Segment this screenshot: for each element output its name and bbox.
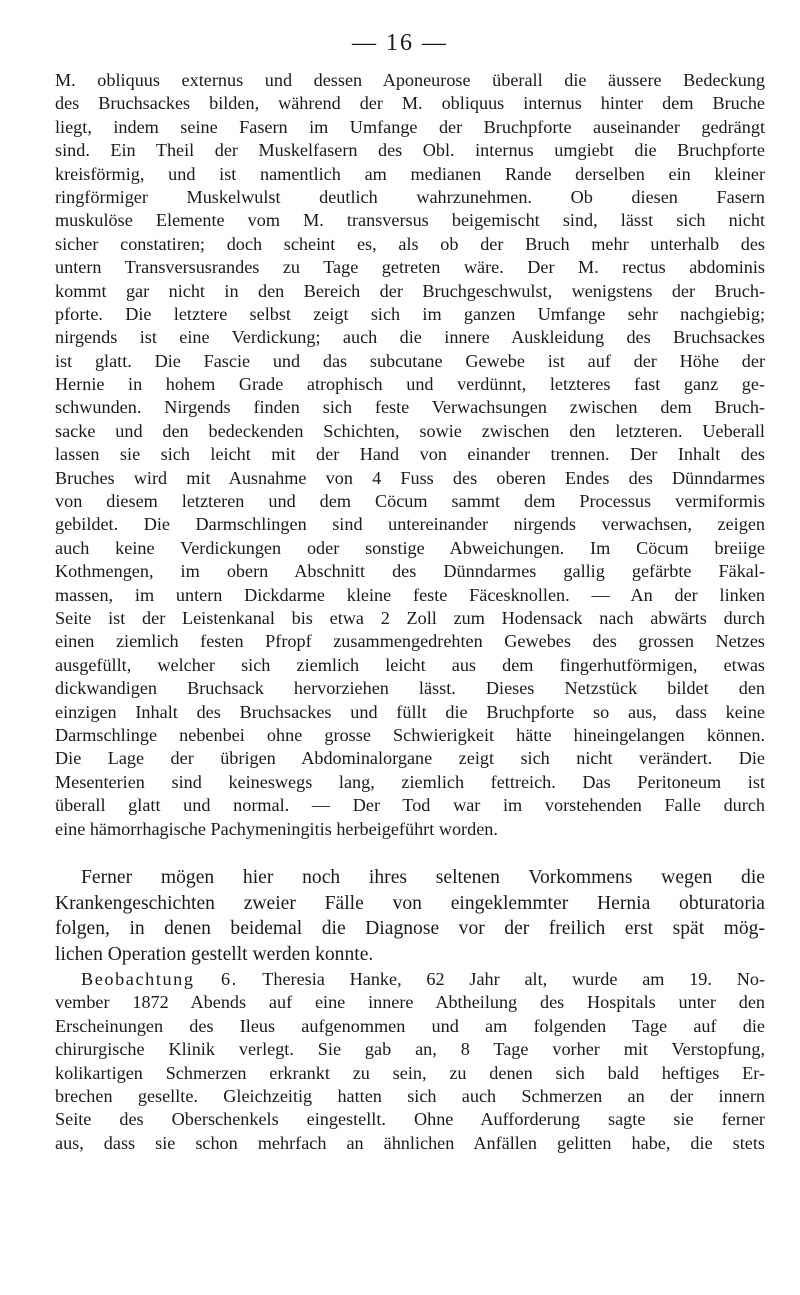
- text-line: des Bruchsackes bilden, während der M. obliquus internus hinter dem Bruche: [55, 93, 765, 114]
- text-line: nirgends ist eine Verdickung; auch die innere Auskleidung des Bruchsackes: [55, 327, 765, 348]
- text-line: ringförmiger Muskelwulst deutlich wahrzunehmen. Ob diesen Fasern: [55, 186, 765, 207]
- text-line: schwunden. Nirgends finden sich feste Verwachsungen zwischen dem Bruch-: [55, 397, 765, 418]
- text-line: vember 1872 Abends auf eine innere Abtheilung des Hospitals unter den: [55, 992, 765, 1013]
- text-line: eine hämorrhagische Pachymeningitis herbeigeführt worden.: [55, 818, 498, 839]
- text-line: sind. Ein Theil der Muskelfasern des Obl. internus umgiebt die Bruchpforte: [55, 140, 765, 161]
- text-line: ist glatt. Die Fascie und das subcutane Gewebe ist auf der Höhe der: [55, 350, 765, 371]
- text-line: [55, 968, 765, 991]
- text-line: kreisförmig, und ist namentlich am medianen Rande derselben ein kleiner: [55, 163, 765, 184]
- text-line: Seite ist der Leistenkanal bis etwa 2 Zoll zum Hodensack nach abwärts durch: [55, 607, 765, 628]
- text-line: Kothmengen, im obern Abschnitt des Dünndarmes gallig gefärbte Fäkal-: [55, 561, 765, 582]
- text-line: Bruches wird mit Ausnahme von 4 Fuss des oberen Endes des Dünndarmes: [55, 467, 765, 488]
- text-line: aus, dass sie schon mehrfach an ähnlichen Anfällen gelitten habe, die stets: [55, 1132, 765, 1153]
- text-line: Darmschlinge nebenbei ohne grosse Schwierigkeit hätte hineingelangen können.: [55, 724, 765, 745]
- text-line: Hernie in hohem Grade atrophisch und verdünnt, letzteres fast ganz ge-: [55, 374, 765, 395]
- text-line: ausgefüllt, welcher sich ziemlich leicht aus dem fingerhutförmigen, etwas: [55, 654, 765, 675]
- text-line: auch keine Verdickungen oder sonstige Abweichungen. Im Cöcum breiige: [55, 537, 765, 558]
- text-line: kolikartigen Schmerzen erkrankt zu sein, zu denen sich bald heftiges Er-: [55, 1062, 765, 1083]
- text-line: Krankengeschichten zweier Fälle von eingeklemmter Hernia obturatoria: [55, 892, 765, 914]
- text-line: Mesenterien sind keineswegs lang, ziemlich fettreich. Das Peritoneum ist: [55, 771, 765, 792]
- text-line: einzigen Inhalt des Bruchsackes und füllt die Bruchpforte so aus, dass keine: [55, 701, 765, 722]
- text-line: gebildet. Die Darmschlingen sind untereinander nirgends verwachsen, zeigen: [55, 514, 765, 535]
- text-line: pforte. Die letztere selbst zeigt sich im ganzen Umfange sehr nachgiebig;: [55, 303, 765, 324]
- observation-first-line: Theresia Hanke, 62 Jahr alt, wurde am 19. No-: [237, 969, 765, 989]
- text-line: Seite des Oberschenkels eingestellt. Ohne Aufforderung sagte sie ferner: [55, 1109, 765, 1130]
- text-line: sicher constatiren; doch scheint es, als ob der Bruch mehr unterhalb des: [55, 233, 765, 254]
- paragraph-observation-6: [55, 968, 765, 1155]
- text-line: sacke und den bedeckenden Schichten, sowie zwischen den letzteren. Ueberall: [55, 420, 765, 441]
- text-line: Die Lage der übrigen Abdominalorgane zeigt sich nicht verändert. Die: [55, 748, 765, 769]
- text-line: muskulöse Elemente vom M. transversus beigemischt sind, lässt sich nicht: [55, 210, 765, 231]
- text-line: brechen gesellte. Gleichzeitig hatten sich auch Schmerzen an der innern: [55, 1085, 765, 1106]
- paragraph-autopsy-findings: [55, 69, 765, 841]
- text-line: untern Transversusrandes zu Tage getreten wäre. Der M. rectus abdominis: [55, 257, 765, 278]
- text-line: überall glatt und normal. — Der Tod war im vorstehenden Falle durch: [55, 795, 765, 816]
- paragraph-introduction-obturatoria: [55, 865, 765, 967]
- text-line: lichen Operation gestellt werden konnte.: [55, 943, 374, 965]
- text-line: Erscheinungen des Ileus aufgenommen und am folgenden Tage auf die: [55, 1015, 765, 1036]
- observation-heading: Beobachtung 6.: [81, 969, 238, 989]
- text-line: M. obliquus externus und dessen Aponeurose überall die äussere Bedeckung: [55, 70, 765, 90]
- text-line: Ferner mögen hier noch ihres seltenen Vorkommens wegen die: [81, 867, 765, 888]
- text-line: chirurgische Klinik verlegt. Sie gab an, 8 Tage vorher mit Verstopfung,: [55, 1039, 765, 1060]
- text-line: folgen, in denen beidemal die Diagnose vor der freilich erst spät mög-: [55, 918, 765, 940]
- text-line: dickwandigen Bruchsack hervorziehen lässt. Dieses Netzstück bildet den: [55, 678, 765, 699]
- text-line: kommt gar nicht in den Bereich der Bruchgeschwulst, wenigstens der Bruch-: [55, 280, 765, 301]
- text-line: liegt, indem seine Fasern im Umfange der Bruchpforte auseinander gedrängt: [55, 116, 765, 137]
- text-line: von diesem letzteren und dem Cöcum sammt dem Processus vermiformis: [55, 491, 765, 512]
- page-number: — 16 —: [352, 30, 448, 56]
- text-line: massen, im untern Dickdarme kleine feste Fäcesknollen. — An der linken: [55, 584, 765, 605]
- text-line: einen ziemlich festen Pfropf zusammengedrehten Gewebes des grossen Netzes: [55, 631, 765, 652]
- text-line: lassen sie sich leicht mit der Hand von einander trennen. Der Inhalt des: [55, 444, 765, 465]
